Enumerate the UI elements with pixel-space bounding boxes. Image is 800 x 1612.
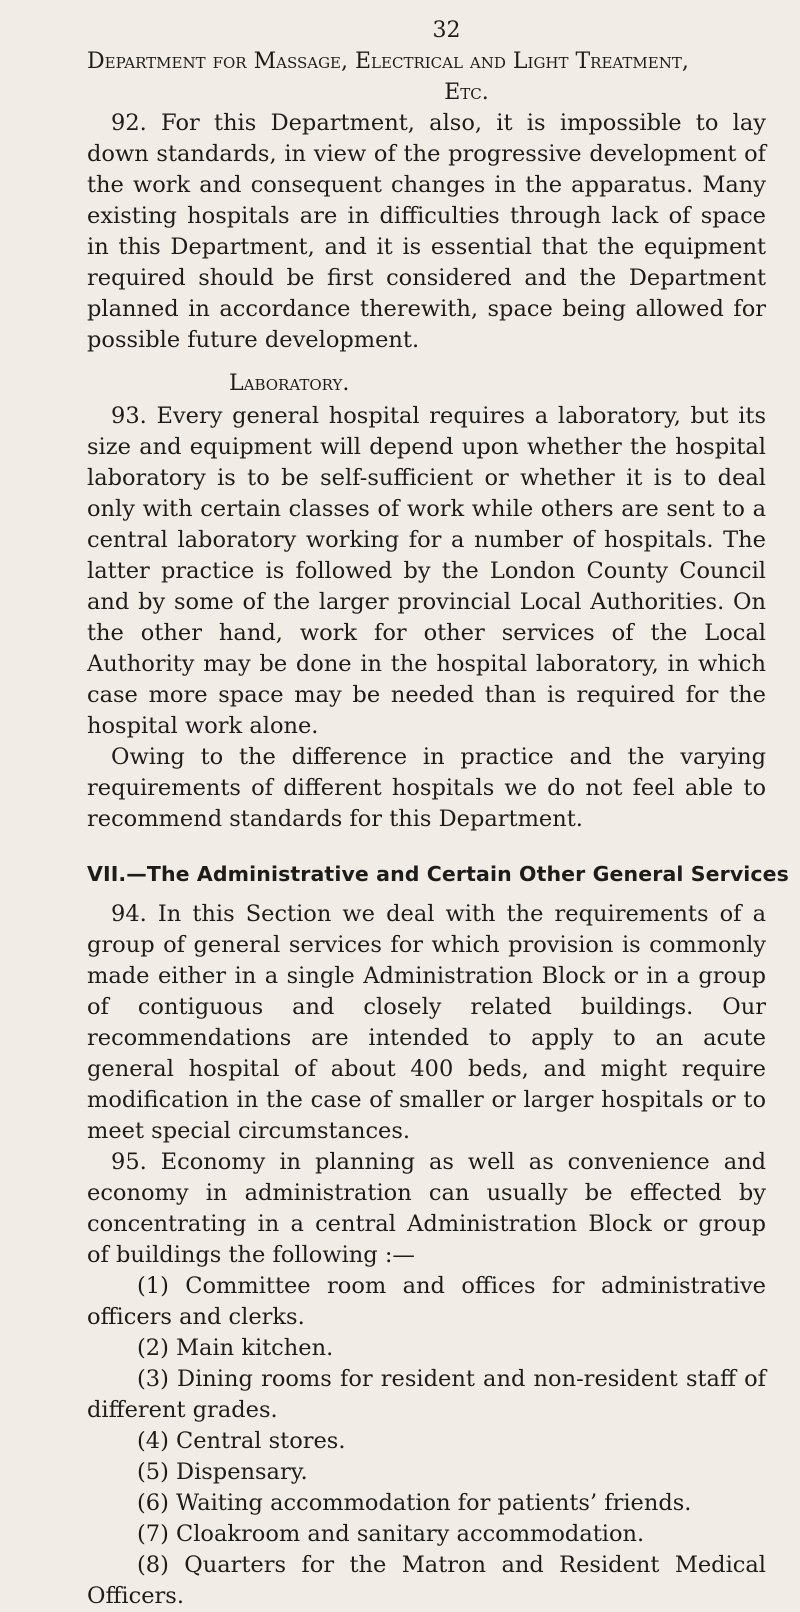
paragraph-94: 94. In this Section we deal with the requirements of a group of general services for which provision is commonly made either in a single Administration Block or in a group of contiguous and closely related buildings. Our recommendations are intended to apply to an acute general hospital of about 400 beds, and might require modification in the case of smaller or larger hospitals or to meet special circumstances. [87, 901, 766, 1144]
paragraph-95: 95. Economy in planning as well as convenience and economy in administration can usually be effected by concentrating in a central Administration Block or group of buildings the following :— [87, 1149, 766, 1268]
list-item: (8) Quarters for the Matron and Resident Medical Officers. [87, 1552, 766, 1609]
paragraph-93-continued: Owing to the difference in practice and the varying requirements of different hospitals we do not feel able to recommend standards for this Department. [87, 744, 766, 832]
paragraph-92: 92. For this Department, also, it is impossible to lay down standards, in view of the progressive development of the work and consequent changes in the apparatus. Many existing hospitals are in difficulties through lack of space in this Department, and it is essential that the equipment required should be first considered and the Department planned in accordance therewith, space being allowed for possible future development. [87, 110, 766, 353]
page-number: 32 [432, 18, 461, 43]
list-item: (4) Central stores. [137, 1428, 346, 1454]
list-item: (3) Dining rooms for resident and non-resident staff of different grades. [87, 1366, 766, 1423]
laboratory-heading: Laboratory. [229, 371, 350, 396]
paragraph-93: 93. Every general hospital requires a laboratory, but its size and equipment will depend upon whether the hospital laboratory is to be self-sufficient or whether it is to deal only with certain classes of work while others are sent to a central laboratory working for a number of hospitals. The latter practice is followed by the London County Council and by some of the larger provincial Local Authorities. On the other hand, work for other services of the Local Authority may be done in the hospital laboratory, in which case more space may be needed than is required for the hospital work alone. [87, 403, 766, 739]
list-item: (5) Dispensary. [137, 1459, 308, 1485]
section-heading: VII.—The Administrative and Certain Other General Services [87, 862, 789, 886]
services-list [87, 1271, 766, 1612]
list-item: (2) Main kitchen. [137, 1335, 334, 1361]
department-heading: Department for Massage, Electrical and Light Treatment, [87, 49, 689, 74]
department-heading-continued: Etc. [444, 80, 489, 105]
list-item: (6) Waiting accommodation for patients’ friends. [137, 1490, 692, 1516]
list-item: (1) Committee room and offices for administrative officers and clerks. [87, 1273, 766, 1330]
list-item: (7) Cloakroom and sanitary accommodation. [137, 1521, 645, 1547]
